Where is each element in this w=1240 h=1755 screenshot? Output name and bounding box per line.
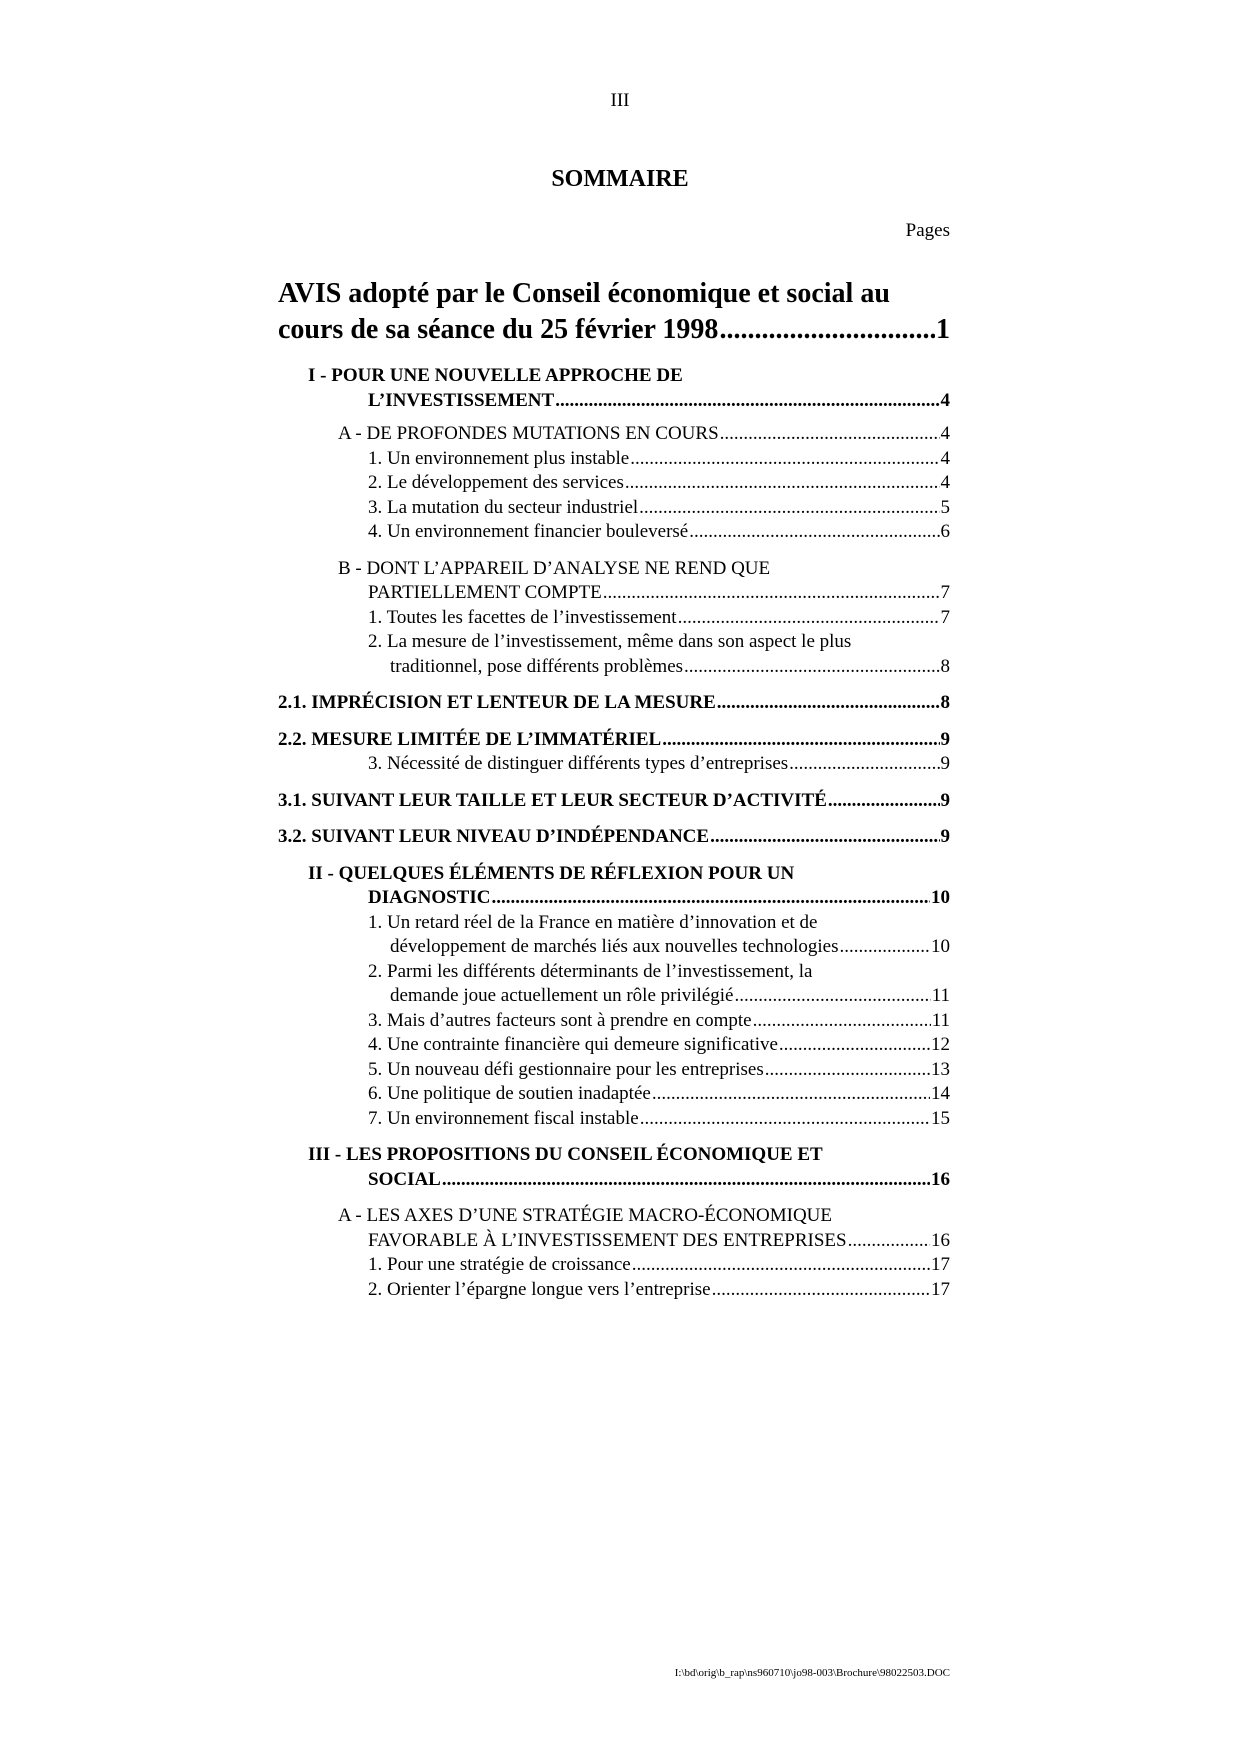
page-number: III <box>610 90 630 111</box>
toc-entry-avis <box>278 276 950 348</box>
toc-entry <box>278 1107 950 1132</box>
toc-entry-avis-line2: cours de sa séance du 25 février 1998 <box>278 314 719 345</box>
toc-entry <box>278 1058 950 1083</box>
toc-entry-page: 14 <box>931 1083 950 1104</box>
toc-leader-dots <box>630 447 939 472</box>
toc-leader-dots <box>789 752 939 777</box>
toc-entry-page: 8 <box>940 692 950 713</box>
page-title: SOMMAIRE <box>551 166 689 192</box>
toc-leader-dots <box>828 789 940 814</box>
toc-entry-page: 17 <box>931 1278 950 1300</box>
toc-entry <box>278 825 950 850</box>
toc-entry-page: 10 <box>931 936 950 957</box>
toc-leader-dots <box>753 1009 931 1034</box>
toc-entry-page: 5 <box>940 496 950 518</box>
toc-entry-text: 4. Un environnement financier bouleversé <box>368 521 689 542</box>
toc-entry-text: SOCIAL <box>368 1168 441 1190</box>
toc-entry-text: 1. Un retard réel de la France en matière d’innovation et de <box>368 911 818 933</box>
toc-leader-dots <box>689 520 939 545</box>
toc-entry-text: 2.2. MESURE LIMITÉE DE L’IMMATÉRIEL <box>278 728 662 750</box>
toc-entry <box>278 630 950 679</box>
toc-entry-avis-page: 1 <box>936 314 950 345</box>
toc-leader-dots <box>625 471 940 496</box>
toc-entry-text: 1. Toutes les facettes de l’investissement <box>368 606 677 628</box>
toc-entry <box>278 422 950 447</box>
toc-entry-text: 3.1. SUIVANT LEUR TAILLE ET LEUR SECTEUR D’ACTIVITÉ <box>278 789 827 811</box>
toc-entry-text: traditionnel, pose différents problèmes <box>390 655 684 677</box>
toc-entry <box>278 1009 950 1034</box>
toc-entry-page: 7 <box>940 606 950 628</box>
toc-entry-text: L’INVESTISSEMENT <box>368 389 555 411</box>
toc-leader-dots <box>652 1082 930 1107</box>
toc-entry-page: 9 <box>940 826 950 847</box>
toc-entry-page: 11 <box>931 1009 950 1031</box>
toc-leader-dots <box>662 728 939 753</box>
toc-entry-text: A - DE PROFONDES MUTATIONS EN COURS <box>338 423 719 444</box>
toc-entry-text: 6. Une politique de soutien inadaptée <box>368 1083 651 1104</box>
toc-leader-dots <box>839 935 930 960</box>
toc-entry-text: 5. Un nouveau défi gestionnaire pour les entreprises <box>368 1058 764 1080</box>
toc-leader-dots <box>678 606 940 631</box>
toc-entry <box>278 606 950 631</box>
toc-entry-text: 1. Pour une stratégie de croissance <box>368 1254 631 1275</box>
toc-entry <box>278 752 950 777</box>
toc-leader-dots <box>603 581 940 606</box>
toc-entry-page: 6 <box>940 521 950 542</box>
toc-entry-text: 7. Un environnement fiscal instable <box>368 1107 639 1129</box>
toc-entry <box>278 364 950 413</box>
toc-entry <box>278 1033 950 1058</box>
footer-file-path: I:\bd\orig\b_rap\ns960710\jo98-003\Brochure\98022503.DOC <box>674 1667 950 1679</box>
toc-entry-page: 9 <box>940 789 950 811</box>
toc-entry-text: 4. Une contrainte financière qui demeure significative <box>368 1034 778 1055</box>
toc-entry-page: 13 <box>931 1058 950 1080</box>
toc-entry-page: 11 <box>931 985 950 1006</box>
toc-entry-page: 4 <box>940 389 950 411</box>
toc-entry <box>278 691 950 716</box>
toc-entry <box>278 447 950 472</box>
toc-entry-page: 4 <box>940 423 950 444</box>
toc-leader-dots <box>640 1107 930 1132</box>
toc-entry-text: B - DONT L’APPAREIL D’ANALYSE NE REND QUE <box>338 557 771 579</box>
toc-entry-avis-line1: AVIS adopté par le Conseil économique et social au <box>278 278 890 309</box>
toc-entry-page: 15 <box>931 1107 950 1129</box>
toc-entry-page: 9 <box>940 728 950 750</box>
toc-entry-text: 2. Le développement des services <box>368 472 624 493</box>
toc-entry-text: FAVORABLE À L’INVESTISSEMENT DES ENTREPRISES <box>368 1229 847 1251</box>
toc-entry <box>278 911 950 960</box>
toc-entry-page: 16 <box>931 1229 950 1251</box>
toc-entry <box>278 789 950 814</box>
toc-entry <box>278 471 950 496</box>
toc-leader-dots <box>684 655 939 680</box>
toc-entry-text: 1. Un environnement plus instable <box>368 447 630 469</box>
toc-entry-text: 2. La mesure de l’investissement, même dans son aspect le plus <box>368 631 852 652</box>
toc-entry-page: 4 <box>940 447 950 469</box>
toc-entry-text: 2.1. IMPRÉCISION ET LENTEUR DE LA MESURE <box>278 692 716 713</box>
toc-leader-dots <box>632 1253 930 1278</box>
toc-leader-dots <box>719 312 935 348</box>
table-of-contents <box>278 276 950 1302</box>
toc-leader-dots <box>442 1168 930 1193</box>
toc-entry <box>278 862 950 911</box>
toc-entry-page: 9 <box>940 753 950 774</box>
toc-leader-dots <box>712 1278 930 1303</box>
toc-entry-text: 2. Parmi les différents déterminants de l’investissement, la <box>368 960 813 982</box>
toc-entry-text: 3. Mais d’autres facteurs sont à prendre en compte <box>368 1009 752 1031</box>
toc-leader-dots <box>779 1033 930 1058</box>
toc-entry-text: DIAGNOSTIC <box>368 887 491 908</box>
toc-leader-dots <box>491 886 930 911</box>
toc-entry-text: 3.2. SUIVANT LEUR NIVEAU D’INDÉPENDANCE <box>278 826 710 847</box>
toc-entry <box>278 1253 950 1278</box>
toc-entry <box>278 496 950 521</box>
toc-entry <box>278 1143 950 1192</box>
pages-column-label: Pages <box>905 220 950 241</box>
toc-entry-text: demande joue actuellement un rôle privilégié <box>390 985 734 1006</box>
toc-leader-dots <box>848 1229 930 1254</box>
toc-entry-text: I - POUR UNE NOUVELLE APPROCHE DE <box>308 365 683 386</box>
toc-entry <box>278 960 950 1009</box>
toc-entry-page: 10 <box>931 887 950 908</box>
toc-leader-dots <box>720 422 940 447</box>
toc-entry <box>278 728 950 753</box>
toc-entry <box>278 1278 950 1303</box>
toc-entry-page: 4 <box>940 472 950 493</box>
toc-leader-dots <box>639 496 939 521</box>
toc-leader-dots <box>717 691 940 716</box>
toc-leader-dots <box>765 1058 930 1083</box>
toc-entry-text: PARTIELLEMENT COMPTE <box>368 582 602 603</box>
toc-leader-dots <box>555 389 939 414</box>
toc-entry <box>278 557 950 606</box>
toc-entry-text: 3. La mutation du secteur industriel <box>368 496 639 518</box>
toc-entry-text: développement de marchés liés aux nouvelles technologies <box>390 936 839 957</box>
toc-entry <box>278 1082 950 1107</box>
toc-entry <box>278 1204 950 1253</box>
toc-entry-page: 8 <box>940 655 950 677</box>
toc-entry-text: II - QUELQUES ÉLÉMENTS DE RÉFLEXION POUR UN <box>308 862 795 884</box>
toc-entry-page: 12 <box>931 1034 950 1055</box>
toc-leader-dots <box>734 984 930 1009</box>
toc-entry-page: 17 <box>931 1254 950 1275</box>
toc-leader-dots <box>710 825 939 850</box>
toc-entry-page: 7 <box>940 582 950 603</box>
toc-entry <box>278 520 950 545</box>
toc-entry-text: 3. Nécessité de distinguer différents types d’entreprises <box>368 753 789 774</box>
toc-entry-text: A - LES AXES D’UNE STRATÉGIE MACRO-ÉCONOMIQUE <box>338 1205 832 1226</box>
toc-entry-text: 2. Orienter l’épargne longue vers l’entreprise <box>368 1278 711 1300</box>
toc-entry-page: 16 <box>931 1168 950 1190</box>
toc-entry-text: III - LES PROPOSITIONS DU CONSEIL ÉCONOMIQUE ET <box>308 1144 823 1165</box>
